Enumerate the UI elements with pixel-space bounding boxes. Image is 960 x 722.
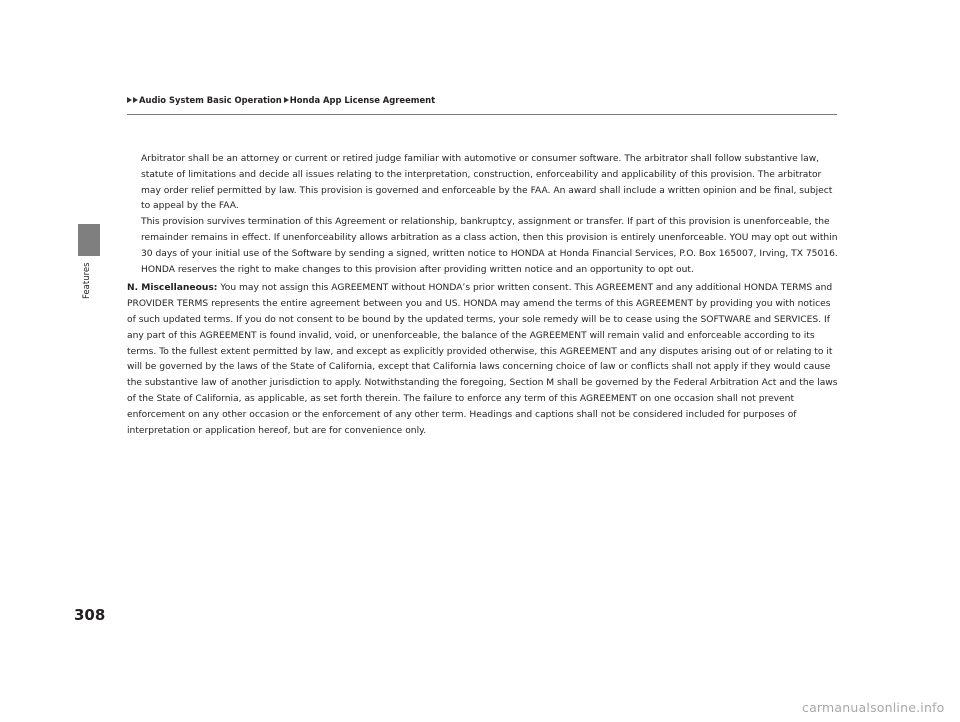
breadcrumb-separator-icon xyxy=(284,97,289,103)
breadcrumb xyxy=(127,95,435,105)
miscellaneous-text: You may not assign this AGREEMENT without HONDA’s prior written consent. This AGREEMENT and any additional HONDA TERMS and PROVIDER TERMS represents the entire agreement between you and US. HONDA may amend the terms of this AGREEMENT by providing you with notices of such updated terms. If you do not consent to be bound by the updated terms, your sole remedy will be to cease using the SOFTWARE and SERVICES. If any part of this AGREEMENT is found invalid, void, or unenforceable, the balance of the AGREEMENT will remain valid and enforceable according to its terms. To the fullest extent permitted by law, and except as explicitly provided otherwise, this AGREEMENT and any disputes arising out of or relating to it will be governed by the laws of the State of California, except that California laws concerning choice of law or conflicts shall not apply if they would cause the substantive law of another jurisdiction to apply. Notwithstanding the foregoing, Section M shall be governed by the Federal Arbitration Act and the laws of the State of California, as applicable, as set forth therein. The failure to enforce any term of this AGREEMENT on one occasion shall not prevent enforcement on any other occasion or the enforcement of any other term. Headings and captions shall not be considered included for purposes of interpretation or application hereof, but are for convenience only. xyxy=(127,283,838,436)
page-number: 308 xyxy=(74,606,106,624)
license-body xyxy=(127,152,839,439)
breadcrumb-arrow-icon xyxy=(127,97,132,103)
breadcrumb-arrow-icon xyxy=(133,97,138,103)
miscellaneous-heading: N. Miscellaneous: xyxy=(127,283,218,294)
watermark: carmanualsonline.info xyxy=(802,700,945,715)
section-tab-marker xyxy=(78,224,100,256)
miscellaneous-paragraph xyxy=(127,281,839,439)
section-tab-label: Features xyxy=(82,262,92,299)
header-divider xyxy=(127,114,837,115)
survival-paragraph: This provision survives termination of this Agreement or relationship, bankruptcy, assignment or transfer. If part of this provision is unenforceable, the remainder remains in effect. If unenforceability allows arbitration as a class action, then this provision is entirely unenforceable. YOU may opt out within 30 days of your initial use of the Software by sending a signed, written notice to HONDA at Honda Financial Services, P.O. Box 165007, Irving, TX 75016. HONDA reserves the right to make changes to this provision after providing written notice and an opportunity to opt out. xyxy=(141,217,838,275)
breadcrumb-item-audio-system[interactable]: Audio System Basic Operation xyxy=(139,95,282,105)
breadcrumb-item-license-agreement[interactable]: Honda App License Agreement xyxy=(289,95,436,105)
arbitrator-paragraph: Arbitrator shall be an attorney or current or retired judge familiar with automotive or consumer software. The arbitrator shall follow substantive law, statute of limitations and decide all issues relating to the interpretation, construction, enforceability and applicability of this provision. The arbitrator may order relief permitted by law. This provision is governed and enforceable by the FAA. An award shall include a written opinion and be final, subject to appeal by the FAA. xyxy=(141,154,833,212)
